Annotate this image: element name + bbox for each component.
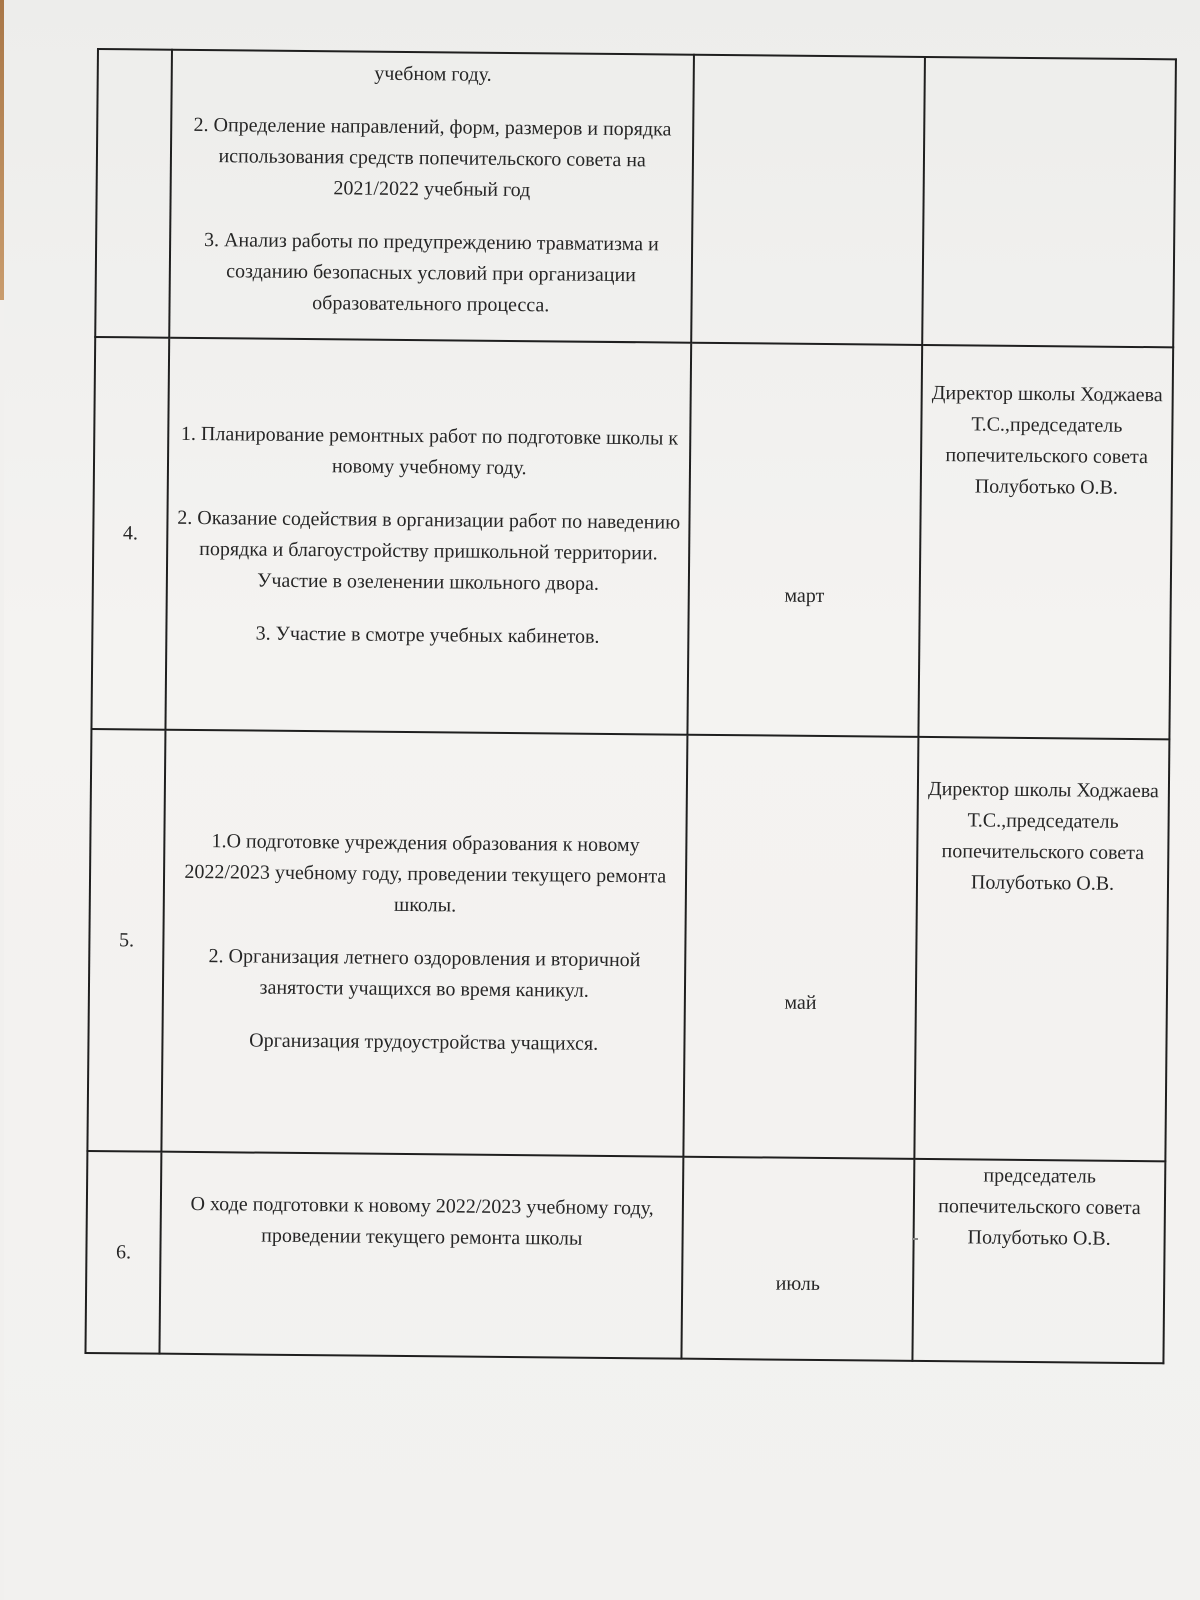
table-row <box>91 337 1173 739</box>
agenda-item: учебном году. <box>374 62 492 86</box>
term-cell: март <box>688 343 923 737</box>
work-plan-table <box>84 48 1176 1364</box>
row-number: 4. <box>91 337 169 730</box>
table-row <box>85 1151 1165 1363</box>
agenda-item: 2. Определение направлений, форм, размеров и порядка использования средств попечительского совета на 2021/2022 учебный год <box>193 113 672 202</box>
responsible-cell: Директор школы Ходжаева Т.С.,председатель попечительского совета Полуботько О.В. <box>914 737 1169 1161</box>
agenda-cell <box>160 1152 684 1359</box>
row-number: 5. <box>87 729 165 1152</box>
row-number <box>95 49 172 338</box>
term-cell <box>691 55 925 345</box>
table-row <box>87 729 1169 1161</box>
term-cell: май <box>684 735 919 1159</box>
term-cell: июль <box>682 1157 915 1361</box>
agenda-cell <box>162 730 688 1157</box>
responsible-cell <box>922 57 1176 347</box>
agenda-item: Организация трудоустройства учащихся. <box>249 1029 599 1055</box>
agenda-cell <box>169 50 694 343</box>
agenda-item: 1. Планирование ремонтных работ по подготовке школы к новому учебному году. <box>180 422 679 480</box>
row-number: 6. <box>85 1151 161 1354</box>
agenda-item: 2. Оказание содействия в организации работ по наведению порядка и благоустройству пришкольной территории. Участие в озеленении школьного двора. <box>177 506 681 595</box>
agenda-item: 2. Организация летнего оздоровления и вторичной занятости учащихся во время каникул. <box>208 945 641 1002</box>
agenda-item: 3. Участие в смотре учебных кабинетов. <box>255 622 600 648</box>
agenda-item: 3. Анализ работы по предупреждению травматизма и созданию безопасных условий при организации образовательного процесса. <box>203 229 659 317</box>
agenda-cell <box>166 338 692 735</box>
agenda-item: О ходе подготовки к новому 2022/2023 учебному году, проведении текущего ремонта школы <box>190 1192 654 1250</box>
agenda-item: 1.О подготовке учреждения образования к новому 2022/2023 учебному году, проведении текущего ремонта школы. <box>184 830 667 917</box>
table-row <box>95 49 1176 347</box>
stray-mark <box>912 1238 918 1240</box>
responsible-cell: председатель попечительского совета Полуботько О.В. <box>912 1159 1165 1363</box>
responsible-cell: Директор школы Ходжаева Т.С.,председатель попечительского совета Полуботько О.В. <box>918 345 1173 739</box>
